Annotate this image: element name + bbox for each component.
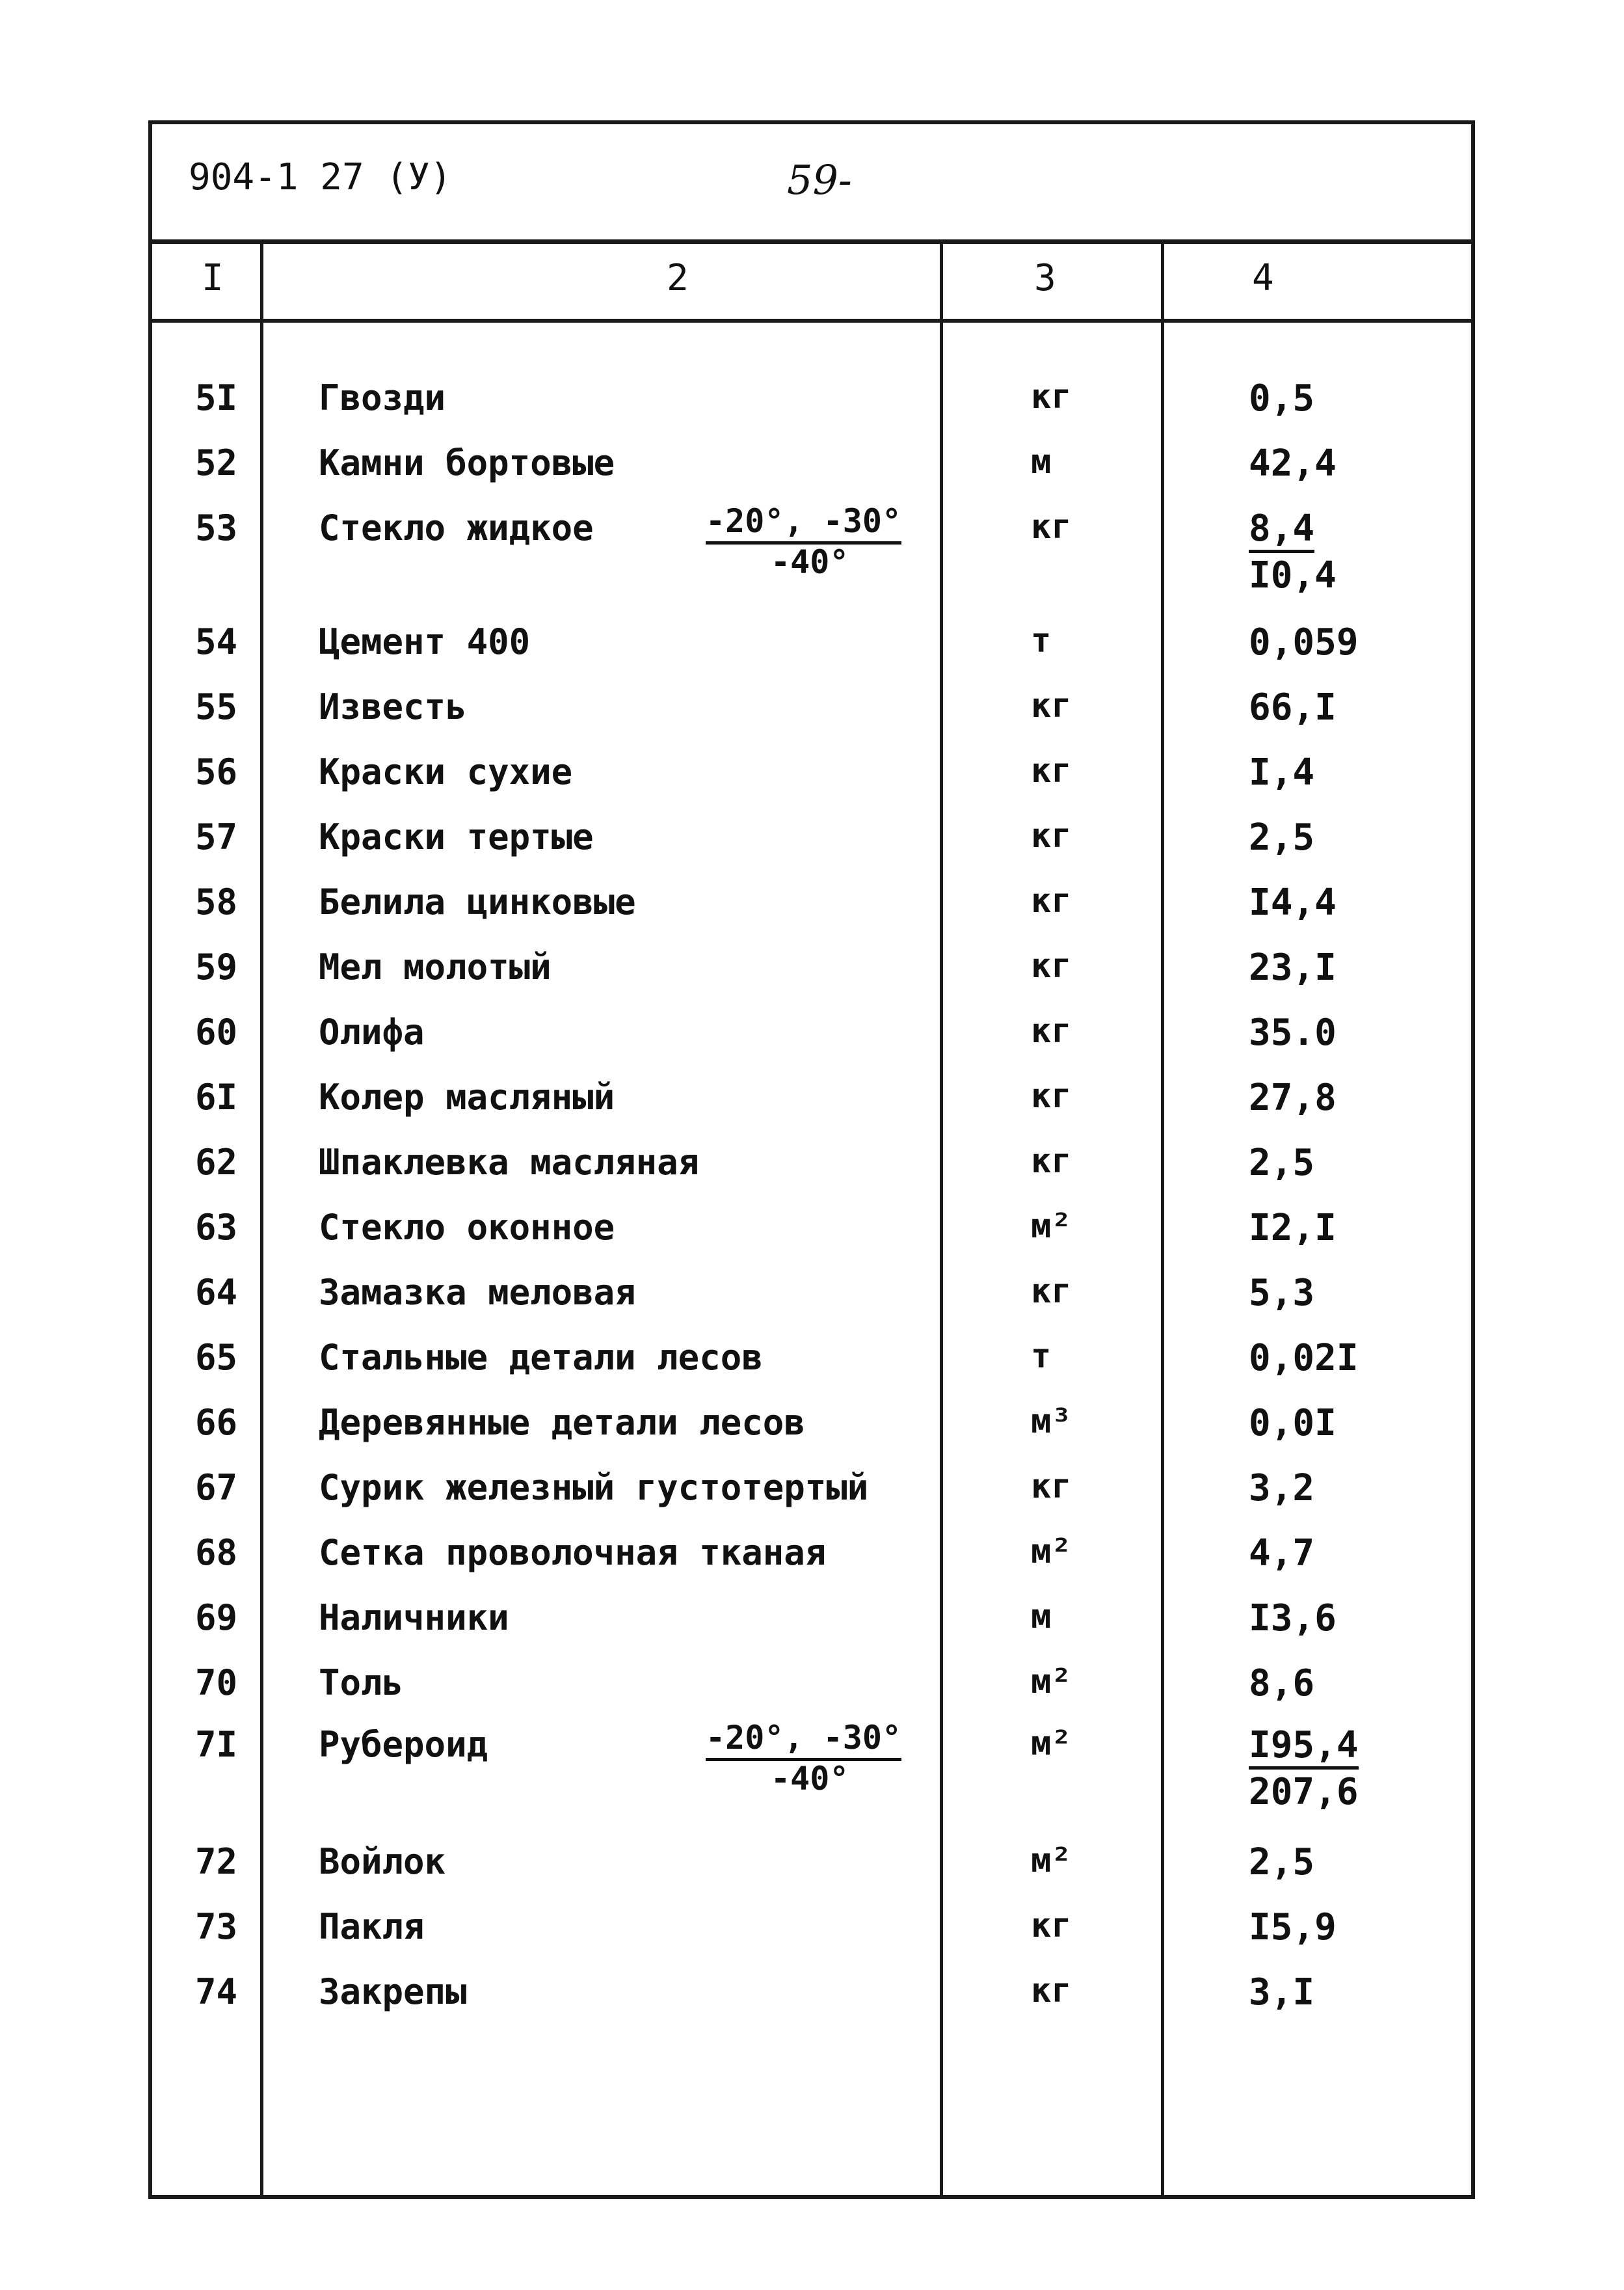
row-number: 70	[195, 1662, 238, 1703]
material-name: Рубероид	[319, 1724, 488, 1765]
quantity: 2,5	[1249, 816, 1315, 859]
temperature-condition: -20°, -30°	[706, 1719, 901, 1761]
row-number: 73	[195, 1906, 238, 1947]
material-name: Сетка проволочная тканая	[319, 1532, 827, 1573]
material-name: Мел молотый	[319, 947, 552, 988]
column-number-1: I	[202, 257, 224, 299]
material-name: Цемент 400	[319, 621, 531, 662]
unit: кг	[1031, 1142, 1072, 1181]
unit: кг	[1031, 1971, 1072, 2010]
row-number: 54	[195, 621, 238, 662]
row-number: 62	[195, 1142, 238, 1183]
page-number: 59-	[787, 156, 852, 204]
material-name: Краски тертые	[319, 816, 594, 857]
quantity: I5,9	[1249, 1906, 1337, 1948]
column-divider-3	[1161, 244, 1164, 2196]
row-number: 69	[195, 1597, 238, 1638]
quantity: 4,7	[1249, 1532, 1315, 1574]
unit: кг	[1031, 947, 1072, 986]
quantity: 27,8	[1249, 1077, 1337, 1119]
unit: м³	[1031, 1402, 1072, 1441]
unit: т	[1031, 1337, 1052, 1376]
quantity: 42,4	[1249, 442, 1337, 485]
unit: кг	[1031, 507, 1072, 546]
unit: кг	[1031, 377, 1072, 416]
quantity: 5,3	[1249, 1272, 1315, 1314]
unit: м	[1031, 1597, 1052, 1636]
row-number: 65	[195, 1337, 238, 1378]
header-divider	[148, 239, 1475, 244]
material-name: Олифа	[319, 1012, 425, 1053]
column-divider-2	[940, 244, 943, 2196]
quantity: 0,5	[1249, 377, 1315, 420]
row-number: 64	[195, 1272, 238, 1313]
row-number: 55	[195, 686, 238, 727]
quantity: 0,059	[1249, 621, 1359, 664]
row-number: 74	[195, 1971, 238, 2012]
quantity: 3,2	[1249, 1467, 1315, 1509]
row-number: 60	[195, 1012, 238, 1053]
quantity-alt: I0,4	[1249, 554, 1337, 597]
temperature-condition-alt: -40°	[771, 1760, 849, 1798]
row-number: 63	[195, 1207, 238, 1248]
row-number: 5I	[195, 377, 238, 418]
document-code: 904-1 27 (У)	[189, 156, 452, 198]
material-name: Закрепы	[319, 1971, 467, 2012]
material-name: Гвозди	[319, 377, 446, 418]
material-name: Шпаклевка масляная	[319, 1142, 700, 1183]
row-number: 58	[195, 882, 238, 923]
material-name: Колер масляный	[319, 1077, 615, 1118]
quantity: 2,5	[1249, 1841, 1315, 1883]
quantity: I95,4	[1249, 1724, 1359, 1770]
quantity: I,4	[1249, 751, 1315, 794]
quantity: 23,I	[1249, 947, 1337, 989]
quantity-alt: 207,6	[1249, 1771, 1359, 1813]
material-name: Камни бортовые	[319, 442, 615, 483]
quantity: 0,02I	[1249, 1337, 1359, 1379]
unit: кг	[1031, 1012, 1072, 1051]
row-number: 6I	[195, 1077, 238, 1118]
quantity: 0,0I	[1249, 1402, 1337, 1444]
row-number: 52	[195, 442, 238, 483]
row-number: 56	[195, 751, 238, 792]
row-number: 59	[195, 947, 238, 988]
material-name: Наличники	[319, 1597, 509, 1638]
quantity: I3,6	[1249, 1597, 1337, 1639]
quantity: 8,6	[1249, 1662, 1315, 1704]
quantity: 2,5	[1249, 1142, 1315, 1184]
material-name: Пакля	[319, 1906, 425, 1947]
unit: кг	[1031, 751, 1072, 790]
temperature-condition: -20°, -30°	[706, 502, 901, 545]
unit: м²	[1031, 1724, 1072, 1763]
row-number: 53	[195, 507, 238, 548]
column-number-4: 4	[1252, 257, 1274, 299]
column-number-3: 3	[1034, 257, 1056, 299]
material-name: Сурик железный густотертый	[319, 1467, 869, 1508]
quantity: 66,I	[1249, 686, 1337, 729]
row-number: 7I	[195, 1724, 238, 1765]
material-name: Толь	[319, 1662, 404, 1703]
unit: кг	[1031, 816, 1072, 855]
unit: кг	[1031, 882, 1072, 921]
unit: кг	[1031, 1272, 1072, 1311]
unit: м²	[1031, 1841, 1072, 1880]
row-number: 68	[195, 1532, 238, 1573]
unit: м²	[1031, 1207, 1072, 1246]
row-number: 57	[195, 816, 238, 857]
material-name: Стальные детали лесов	[319, 1337, 763, 1378]
material-name: Войлок	[319, 1841, 446, 1882]
unit: кг	[1031, 686, 1072, 725]
material-name: Деревянные детали лесов	[319, 1402, 805, 1443]
material-name: Стекло оконное	[319, 1207, 615, 1248]
unit: кг	[1031, 1077, 1072, 1116]
column-number-2: 2	[667, 257, 689, 299]
unit: м	[1031, 442, 1052, 481]
material-name: Белила цинковые	[319, 882, 636, 923]
column-header-divider	[148, 319, 1475, 323]
unit: м²	[1031, 1532, 1072, 1571]
temperature-condition-alt: -40°	[771, 543, 849, 581]
quantity: 8,4	[1249, 507, 1314, 553]
material-name: Известь	[319, 686, 467, 727]
quantity: I2,I	[1249, 1207, 1337, 1249]
unit: т	[1031, 621, 1052, 660]
quantity: 3,I	[1249, 1971, 1315, 2014]
row-number: 67	[195, 1467, 238, 1508]
quantity: 35.0	[1249, 1012, 1337, 1054]
quantity: I4,4	[1249, 882, 1337, 924]
unit: кг	[1031, 1467, 1072, 1506]
material-name: Стекло жидкое	[319, 507, 594, 548]
material-name: Замазка меловая	[319, 1272, 636, 1313]
material-name: Краски сухие	[319, 751, 573, 792]
unit: кг	[1031, 1906, 1072, 1945]
row-number: 72	[195, 1841, 238, 1882]
unit: м²	[1031, 1662, 1072, 1701]
row-number: 66	[195, 1402, 238, 1443]
